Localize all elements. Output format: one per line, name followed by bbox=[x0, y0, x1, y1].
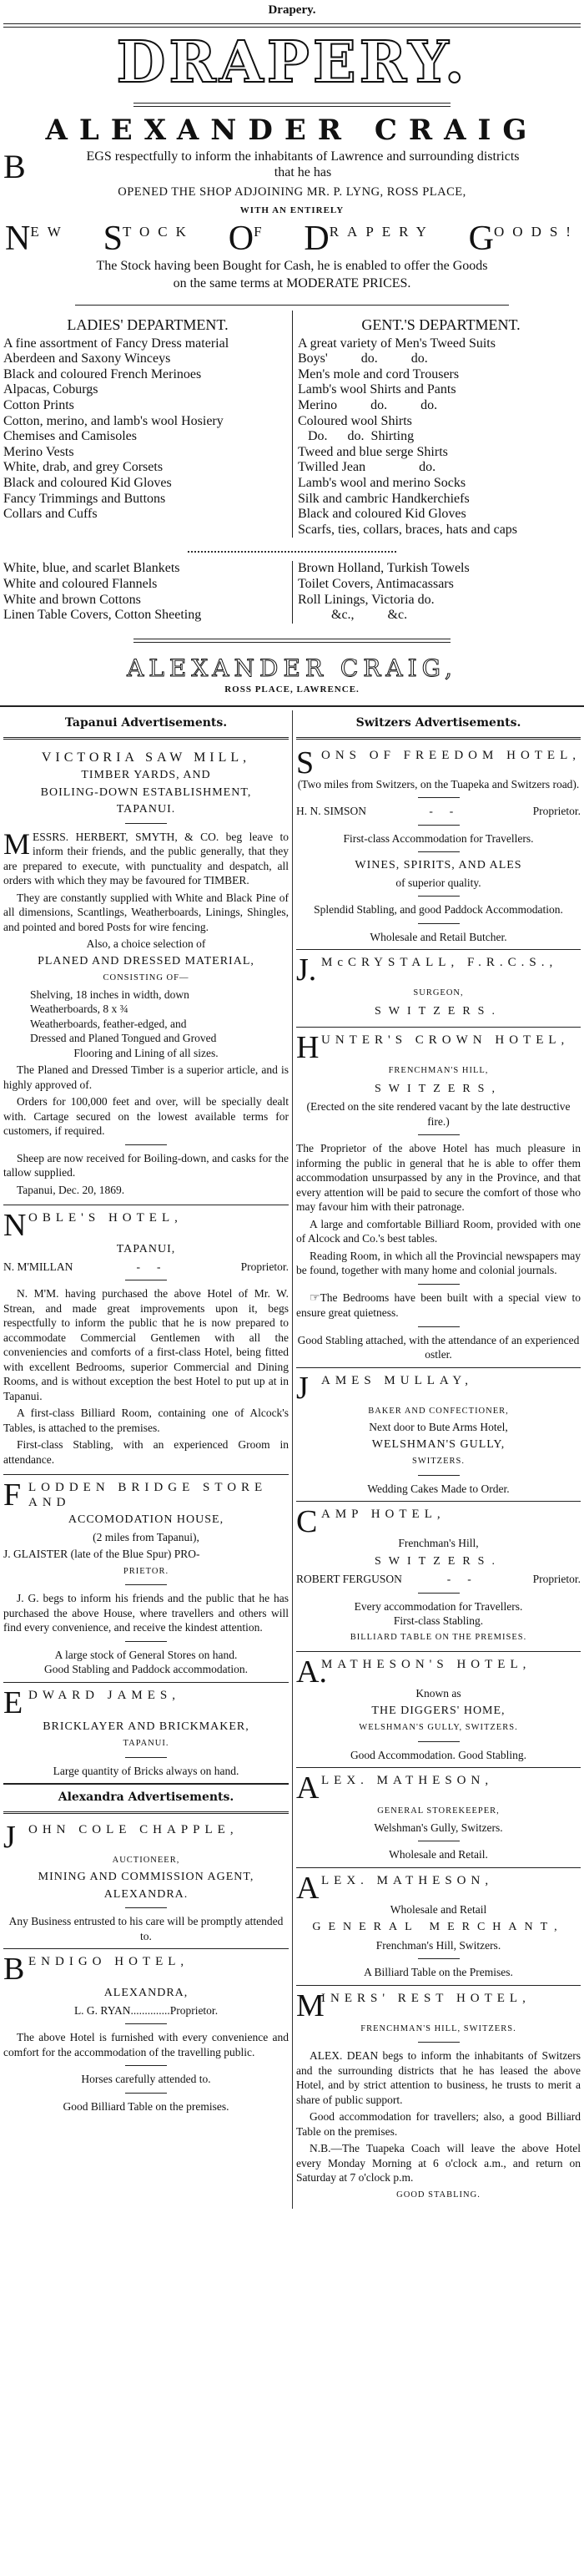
title-text: ONS OF FREEDOM HOTEL, bbox=[321, 748, 581, 762]
drop-cap: F bbox=[3, 1477, 22, 1513]
advertisement bbox=[3, 1949, 289, 2119]
list-item: Silk and cambric Handkerchiefs bbox=[298, 491, 470, 506]
drop-cap: N bbox=[5, 220, 31, 258]
ad-line: Wholesale and Retail. bbox=[389, 1848, 488, 1861]
section-heading: Switzers Advertisements. bbox=[296, 710, 581, 740]
proprietor-line bbox=[3, 1260, 289, 1275]
terms-line: The Stock having been Bought for Cash, he is enabled to offer the Goods bbox=[96, 259, 488, 273]
list-item: White and coloured Flannels bbox=[3, 576, 158, 591]
list-item: Twilled Jean do. bbox=[298, 460, 436, 475]
pointing-hand-icon: ☞ bbox=[310, 1291, 320, 1305]
advertisement-columns bbox=[0, 705, 584, 2209]
list-item: Lamb's wool Shirts and Pants bbox=[298, 382, 456, 397]
new-stock-heading bbox=[0, 218, 584, 256]
advertisement bbox=[3, 743, 289, 1206]
ad-line: GENERAL STOREKEEPER, bbox=[377, 1806, 500, 1816]
ad-line: Any Business entrusted to his care will be promptly attended to. bbox=[8, 1915, 284, 1942]
ad-line: ALEXANDRA, bbox=[103, 1987, 189, 2000]
drop-cap: B bbox=[3, 1952, 25, 1988]
ad-line: Weatherboards, feather-edged, and bbox=[30, 1017, 187, 1030]
drop-cap: M bbox=[296, 1988, 325, 2023]
proprietor-name: ROBERT FERGUSON bbox=[296, 1573, 402, 1586]
advertisement bbox=[296, 743, 581, 951]
divider bbox=[418, 896, 460, 897]
ad-title bbox=[296, 1870, 581, 1906]
proprietor-label: Proprietor. bbox=[532, 1573, 581, 1586]
advertisement bbox=[296, 1868, 581, 1986]
ad-line: TAPANUI. bbox=[116, 803, 176, 816]
ad-line: J. G. begs to inform his friends and the public that he has purchased the above House, where travellers and others will find every convenience, and receive the kindest attention. bbox=[3, 1592, 289, 1634]
advertisement bbox=[3, 1683, 289, 1785]
ad-line: MINING AND COMMISSION AGENT, bbox=[38, 1871, 254, 1884]
ad-line: SWITZERS. bbox=[375, 1004, 502, 1018]
ad-line: VICTORIA SAW MILL, bbox=[41, 750, 251, 765]
list-item: Chemises and Camisoles bbox=[3, 429, 137, 444]
ad-line: Frenchman's Hill, Switzers. bbox=[375, 1938, 501, 1952]
ad-line: Wedding Cakes Made to Order. bbox=[367, 1482, 510, 1495]
ad-line: First-class Stabling, with an experienced Groom in attendance. bbox=[3, 1438, 289, 1466]
ad-line: Also, a choice selection of bbox=[86, 937, 206, 951]
ad-line: WINES, SPIRITS, AND ALES bbox=[355, 859, 522, 872]
ad-paragraph bbox=[296, 1291, 581, 1321]
drop-cap: G bbox=[468, 220, 495, 258]
list-item: Merino do. do. bbox=[298, 397, 438, 412]
drop-cap: J. bbox=[296, 952, 317, 988]
word-rest: F bbox=[254, 224, 270, 240]
ad-line: Good accommodation for travellers; also, a good Billiard Table on the premises. bbox=[296, 2110, 581, 2138]
ad-line: TIMBER YARDS, AND bbox=[81, 769, 211, 782]
list-item: A great variety of Men's Tweed Suits bbox=[298, 336, 496, 351]
ad-line: ALEX. DEAN begs to inform the inhabitants of Switzers and the surrounding districts that he has leased the above Hotel, and by strict attention to business, he trusts to merit a share of public support. bbox=[296, 2049, 581, 2106]
divider bbox=[125, 1757, 167, 1758]
paragraph-text: The Bedrooms have been built with a special view to ensure great quietness. bbox=[296, 1291, 581, 1320]
ad-line: Good Stabling attached, with the attendance of an experienced ostler. bbox=[297, 1333, 580, 1361]
divider bbox=[418, 797, 460, 798]
list-item: Black and coloured French Merinoes bbox=[3, 366, 202, 381]
title-text: McCRYSTALL, F.R.C.S., bbox=[321, 956, 558, 970]
ad-line: Horses carefully attended to. bbox=[81, 2073, 211, 2086]
merchant-name: ALEXANDER CRAIG bbox=[45, 114, 539, 147]
list-item: Coloured wool Shirts bbox=[298, 413, 412, 428]
drop-cap: S bbox=[296, 745, 315, 780]
title-text: OHN COLE CHAPPLE, bbox=[28, 1822, 239, 1836]
intro-line: EGS respectfully to inform the inhabitants of Lawrence and surrounding districts bbox=[86, 149, 520, 164]
ad-line: BOILING-DOWN ESTABLISHMENT, bbox=[40, 785, 252, 799]
list-item: Do. do. Shirting bbox=[298, 429, 415, 444]
ad-line: Wholesale and Retail bbox=[390, 1902, 487, 1916]
list-item: Black and coloured Kid Gloves bbox=[3, 475, 172, 490]
drop-cap: D bbox=[304, 220, 330, 258]
ad-line: Orders for 100,000 feet and over, will be specially dealt with. Cartage secured on the lowest available terms for customers, if required. bbox=[3, 1095, 289, 1138]
list-item: Cotton Prints bbox=[3, 397, 74, 412]
divider bbox=[125, 1641, 167, 1642]
ad-line: A large and comfortable Billiard Room, provided with one of Alcock and Co.'s best tables. bbox=[296, 1217, 581, 1245]
ad-line: SWITZERS. bbox=[375, 1554, 502, 1568]
word-rest: RAPERY bbox=[329, 224, 435, 240]
divider bbox=[418, 1284, 460, 1285]
ad-title bbox=[3, 1952, 289, 1988]
ad-line: Weatherboards, 8 x ¾ bbox=[30, 1003, 128, 1016]
footer-address: ROSS PLACE, LAWRENCE. bbox=[224, 684, 360, 695]
title-text: AMES MULLAY, bbox=[321, 1373, 474, 1387]
drop-cap: E bbox=[3, 1685, 23, 1720]
list-item: Boys' do. do. bbox=[298, 351, 428, 366]
dash-separator: -- bbox=[429, 805, 471, 818]
list-item: Scarfs, ties, collars, braces, hats and caps bbox=[298, 522, 518, 537]
ad-line: FRENCHMAN'S HILL, bbox=[388, 1066, 489, 1076]
ad-line: (2 miles from Tapanui), bbox=[93, 1530, 199, 1543]
ad-line: Tapanui, Dec. 20, 1869. bbox=[17, 1183, 125, 1196]
ad-line: WELSHMAN'S GULLY, SWITZERS. bbox=[359, 1723, 518, 1733]
ad-title bbox=[296, 1504, 581, 1540]
drop-cap: A. bbox=[296, 1654, 327, 1690]
divider bbox=[125, 1584, 167, 1585]
ad-title bbox=[296, 1770, 581, 1806]
list-item: Tweed and blue serge Shirts bbox=[298, 444, 448, 459]
advertisement bbox=[3, 1205, 289, 1475]
page-header: Drapery. bbox=[268, 3, 316, 17]
ad-line: FRENCHMAN'S HILL, SWITZERS. bbox=[360, 2023, 516, 2033]
stock-word bbox=[103, 221, 194, 256]
ad-line: Large quantity of Bricks always on hand. bbox=[53, 1764, 239, 1777]
dash-separator: -- bbox=[446, 1573, 488, 1586]
drop-cap: B bbox=[3, 148, 26, 185]
list-item: White and brown Cottons bbox=[3, 592, 141, 607]
title-text: MATHESON'S HOTEL, bbox=[321, 1658, 531, 1672]
ad-line: of superior quality. bbox=[395, 876, 481, 889]
ad-paragraph bbox=[3, 826, 289, 888]
divider bbox=[125, 2093, 167, 2094]
ad-line: Wholesale and Retail Butcher. bbox=[370, 930, 507, 943]
divider bbox=[133, 103, 451, 107]
list-item: Merino Vests bbox=[3, 444, 74, 459]
advertisement bbox=[296, 950, 581, 1028]
ad-line: Sheep are now received for Boiling-down, and casks for the tallow supplied. bbox=[3, 1151, 289, 1179]
ad-line: Good Stabling and Paddock accommodation. bbox=[43, 1663, 249, 1676]
ad-line: GOOD STABLING. bbox=[396, 2190, 481, 2200]
ad-line: ACCOMODATION HOUSE, bbox=[68, 1513, 224, 1527]
household-list-right bbox=[292, 561, 584, 623]
ad-title bbox=[3, 1208, 289, 1244]
ad-line: PRIETOR. bbox=[123, 1566, 169, 1576]
ad-line: TAPANUI, bbox=[116, 1243, 176, 1256]
footer-name: ALEXANDER CRAIG, bbox=[127, 654, 457, 682]
advertisement bbox=[296, 1652, 581, 1768]
list-item: Black and coloured Kid Gloves bbox=[298, 507, 466, 522]
advertisement bbox=[3, 1817, 289, 1950]
drop-cap: S bbox=[103, 220, 123, 258]
ad-line: Dressed and Planed Tongued and Groved bbox=[30, 1032, 217, 1045]
stock-word bbox=[469, 221, 579, 256]
list-item: Linen Table Covers, Cotton Sheeting bbox=[3, 608, 202, 623]
ad-line: SURGEON, bbox=[413, 988, 464, 998]
ad-line: TAPANUI. bbox=[123, 1739, 169, 1749]
list-item: Brown Holland, Turkish Towels bbox=[298, 561, 470, 576]
divider bbox=[418, 923, 460, 924]
ad-line: (Erected on the site rendered vacant by the late destructive fire.) bbox=[306, 1100, 571, 1128]
title-text: LEX. MATHESON, bbox=[321, 1873, 494, 1887]
drapery-title: DRAPERY. bbox=[116, 29, 468, 96]
word-rest: TOCK bbox=[122, 224, 194, 240]
ad-line: Reading Room, in which all the Provincial newspapers may be found, together with many home and colonial journals. bbox=[296, 1249, 581, 1277]
advertisement bbox=[296, 1502, 581, 1652]
list-item: Toilet Covers, Antimacassars bbox=[298, 576, 454, 591]
title-text: INERS' REST HOTEL, bbox=[321, 1991, 531, 2005]
divider bbox=[418, 1326, 460, 1327]
list-item: Roll Linings, Victoria do. bbox=[298, 592, 435, 607]
department-heading: GENT.'S DEPARTMENT. bbox=[361, 316, 521, 333]
advertisement bbox=[296, 1986, 581, 2210]
word-rest: OODS! bbox=[494, 224, 579, 240]
ad-title bbox=[296, 745, 581, 780]
drop-cap: N bbox=[3, 1208, 27, 1244]
drop-cap: A bbox=[296, 1770, 320, 1806]
ad-line: Splendid Stabling, and good Paddock Accommodation. bbox=[314, 903, 563, 917]
ad-line: SWITZERS, bbox=[375, 1082, 502, 1095]
divider bbox=[125, 2023, 167, 2024]
title-text: LODDEN BRIDGE STORE AND bbox=[28, 1481, 268, 1509]
ad-line: ALEXANDRA. bbox=[103, 1887, 189, 1901]
ad-line: Every accommodation for Travellers. bbox=[354, 1599, 523, 1613]
title-text: ENDIGO HOTEL, bbox=[28, 1955, 189, 1969]
shop-location: OPENED THE SHOP ADJOINING MR. P. LYNG, ROSS PLACE, bbox=[118, 185, 466, 199]
divider bbox=[75, 305, 509, 306]
stock-word bbox=[229, 221, 270, 256]
ad-line: J. GLAISTER (late of the Blue Spur) PRO- bbox=[3, 1548, 200, 1561]
stock-word bbox=[5, 221, 69, 256]
ad-line: Shelving, 18 inches in width, down bbox=[30, 987, 189, 1001]
divider bbox=[418, 851, 460, 852]
intro-text bbox=[0, 148, 584, 185]
divider bbox=[125, 1907, 167, 1908]
ad-line: AUCTIONEER, bbox=[112, 1855, 180, 1865]
ad-line: N.B.—The Tuapeka Coach will leave the above Hotel every Monday Morning at 6 o'clock a.m., and return on Saturday at 7 o'clock p.m. bbox=[296, 2142, 581, 2185]
intro-line: that he has bbox=[274, 165, 332, 179]
ad-line: First-class Accommodation for Travellers. bbox=[343, 831, 534, 845]
ad-line: Known as bbox=[415, 1687, 461, 1700]
ad-line: THE DIGGERS' HOME, bbox=[371, 1704, 506, 1717]
ad-line: A first-class Billiard Room, containing one of Alcock's Tables, is attached to the premises. bbox=[3, 1407, 289, 1434]
drop-cap: M bbox=[3, 826, 31, 861]
section-heading: Tapanui Advertisements. bbox=[3, 710, 289, 740]
proprietor-name: N. M'MILLAN bbox=[3, 1260, 73, 1273]
list-item: Alpacas, Coburgs bbox=[3, 382, 98, 397]
divider bbox=[418, 825, 460, 826]
paragraph-text: ESSRS. HERBERT, SMYTH, & CO. beg leave to inform their friends, and the public generally, that they are prepared to execute, with punctuality and despatch, all orders with which they may be favoured for TIMBER. bbox=[3, 830, 289, 887]
drop-cap: O bbox=[228, 220, 254, 258]
right-column bbox=[292, 710, 584, 2209]
with-entirely: WITH AN ENTIRELY bbox=[239, 205, 345, 215]
department-heading: LADIES' DEPARTMENT. bbox=[67, 316, 229, 333]
ad-line: First-class Stabling. bbox=[393, 1614, 484, 1628]
divider bbox=[418, 1134, 460, 1135]
drop-cap: A bbox=[296, 1870, 320, 1906]
ad-line: BRICKLAYER AND BRICKMAKER, bbox=[43, 1720, 249, 1733]
advertisement bbox=[296, 1028, 581, 1368]
terms-line: on the same terms at MODERATE PRICES. bbox=[173, 276, 411, 290]
title-text: AMP HOTEL, bbox=[321, 1508, 446, 1522]
left-column bbox=[0, 710, 292, 2209]
ad-line: GENERAL MERCHANT, bbox=[312, 1921, 565, 1934]
ad-line: Welshman's Gully, Switzers. bbox=[374, 1821, 503, 1834]
list-item: Fancy Trimmings and Buttons bbox=[3, 491, 166, 506]
proprietor-label: Proprietor. bbox=[532, 805, 581, 818]
drop-cap: H bbox=[296, 1030, 320, 1066]
list-item: &c., &c. bbox=[298, 608, 408, 623]
advertisement bbox=[296, 1368, 581, 1503]
list-item: Cotton, merino, and lamb's wool Hosiery bbox=[3, 413, 224, 428]
divider bbox=[418, 1741, 460, 1742]
ad-line: L. G. RYAN..............Proprietor. bbox=[73, 2003, 219, 2017]
proprietor-name: H. N. SIMSON bbox=[296, 805, 367, 818]
list-item: A fine assortment of Fancy Dress material bbox=[3, 336, 229, 351]
dash-separator: -- bbox=[136, 1260, 178, 1273]
drop-cap: C bbox=[296, 1504, 318, 1540]
divider bbox=[418, 1475, 460, 1476]
word-rest: EW bbox=[30, 224, 69, 240]
ad-line: Good Billiard Table on the premises. bbox=[63, 2099, 229, 2113]
ad-line: Frenchman's Hill, bbox=[398, 1537, 479, 1550]
title-text: UNTER'S CROWN HOTEL, bbox=[321, 1033, 570, 1048]
divider bbox=[188, 551, 396, 553]
drop-cap: J bbox=[296, 1370, 309, 1406]
divider bbox=[125, 823, 167, 824]
list-item: Collars and Cuffs bbox=[3, 507, 98, 522]
ad-line: Next door to Bute Arms Hotel, bbox=[369, 1421, 508, 1434]
ad-line: SWITZERS. bbox=[412, 1457, 465, 1467]
ad-title bbox=[3, 1685, 289, 1720]
list-item: Lamb's wool and merino Socks bbox=[298, 475, 466, 490]
list-item: White, drab, and grey Corsets bbox=[3, 460, 164, 475]
drapery-advertisement bbox=[0, 28, 584, 697]
ad-line: N. M'M. having purchased the above Hotel of Mr. W. Strean, and made great improvements upon it, begs respectfully to inform the public that he is now prepared to accommodate Commercial Gentlemen with all the conveniencies and comforts of a first-class Hotel, being fitted with excellent Bedrooms, superior Commercial and Dining Rooms, and is without exception the best Hotel to put up at in Tapanui. bbox=[3, 1287, 289, 1402]
advertisement bbox=[296, 1768, 581, 1868]
ad-line: BILLIARD TABLE ON THE PREMISES. bbox=[350, 1632, 527, 1642]
divider bbox=[125, 2065, 167, 2066]
ad-line: They are constantly supplied with White and Black Pine of all dimensions, Scantlings, Weatherboards, Linings, Shingles, and pointed and bored Posts for wire fencing. bbox=[3, 891, 289, 933]
section-heading: Alexandra Advertisements. bbox=[3, 1784, 289, 1814]
divider bbox=[418, 2042, 460, 2043]
ad-line: Flooring and Lining of all sizes. bbox=[73, 1046, 219, 1059]
proprietor-label: Proprietor. bbox=[240, 1260, 289, 1273]
ad-title bbox=[296, 1370, 581, 1406]
advertisement bbox=[3, 1475, 289, 1683]
list-item: White, blue, and scarlet Blankets bbox=[3, 561, 180, 576]
ad-title bbox=[296, 1988, 581, 2023]
proprietor-line bbox=[296, 1572, 581, 1587]
household-list-left bbox=[0, 561, 292, 623]
ad-title bbox=[3, 1477, 289, 1513]
ad-line: (Two miles from Switzers, on the Tuapeka and Switzers road). bbox=[297, 777, 580, 790]
list-item: Aberdeen and Saxony Winceys bbox=[3, 351, 171, 366]
ad-line: A large stock of General Stores on hand. bbox=[54, 1648, 238, 1661]
divider bbox=[125, 1144, 167, 1145]
title-text: DWARD JAMES, bbox=[28, 1688, 181, 1702]
ad-title bbox=[3, 1819, 289, 1855]
ad-line: BAKER AND CONFECTIONER, bbox=[368, 1406, 509, 1416]
ad-line: PLANED AND DRESSED MATERIAL, bbox=[38, 954, 254, 967]
ad-title bbox=[296, 1654, 581, 1690]
ad-title bbox=[296, 1030, 581, 1066]
proprietor-line bbox=[296, 804, 581, 819]
title-text: OBLE'S HOTEL, bbox=[28, 1211, 183, 1225]
gents-department bbox=[292, 311, 584, 538]
ad-line: The Planed and Dressed Timber is a superior article, and is highly approved of. bbox=[3, 1063, 289, 1091]
divider bbox=[418, 1593, 460, 1594]
ad-line: Good Accommodation. Good Stabling. bbox=[350, 1748, 527, 1761]
ad-line: WELSHMAN'S GULLY, bbox=[371, 1437, 506, 1451]
ad-line: CONSISTING OF— bbox=[103, 973, 189, 983]
stock-word bbox=[304, 221, 434, 256]
divider bbox=[418, 1958, 460, 1959]
ladies-department bbox=[0, 311, 292, 538]
ad-line: The Proprietor of the above Hotel has much pleasure in informing the public in general that he is able to offer them accommodation unsurpassed by any in the Province, and that every attention will be paid to secure the comfort of those who may favour him with their patronage. bbox=[296, 1142, 581, 1214]
ad-line: The above Hotel is furnished with every convenience and comfort for the accommodation of the travelling public. bbox=[3, 2031, 289, 2058]
ad-line: A Billiard Table on the Premises. bbox=[364, 1966, 513, 1979]
divider bbox=[133, 639, 451, 643]
title-text: LEX. MATHESON, bbox=[321, 1774, 494, 1788]
list-item: Men's mole and cord Trousers bbox=[298, 366, 460, 381]
drop-cap: J bbox=[3, 1819, 16, 1855]
ad-title bbox=[296, 952, 581, 988]
